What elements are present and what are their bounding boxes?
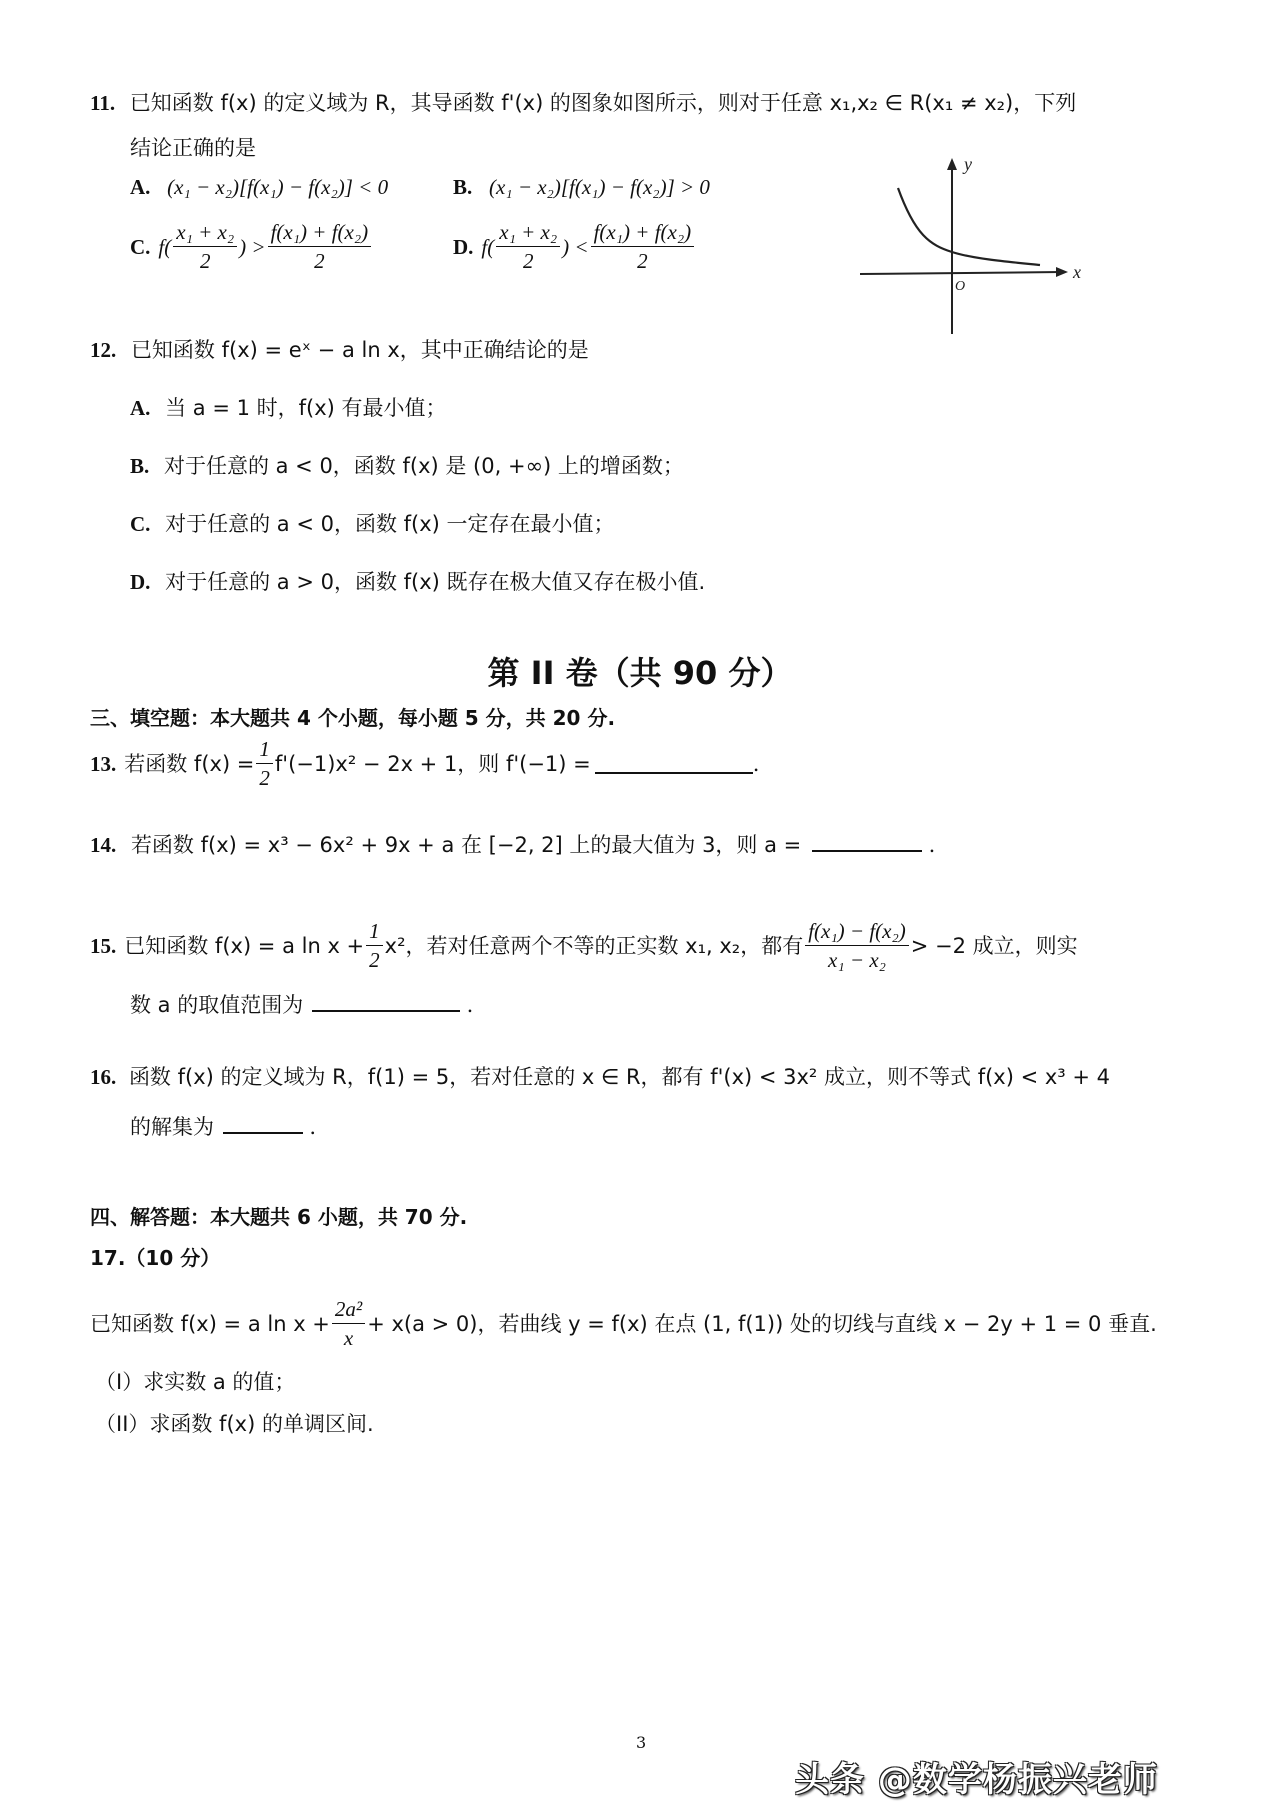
- q14-answer-blank[interactable]: [812, 832, 922, 852]
- x-axis-arrow-icon: [1056, 267, 1068, 277]
- q12-stem: 12. 已知函数 f(x) = eˣ − a ln x，其中正确结论的是: [90, 338, 589, 362]
- q11-d-rhs-fraction: $\frac{\text{f(x₁) + f(x₂)}}{2}$: [591, 218, 695, 275]
- derivative-graph: [840, 150, 1090, 340]
- svg-text:x: x: [1073, 262, 1081, 282]
- page-number: 3: [636, 1733, 647, 1752]
- y-axis-arrow-icon: [947, 158, 957, 170]
- q17-part2: （II）求函数 f(x) 的单调区间.: [95, 1412, 374, 1436]
- watermark: 头条 @数学杨振兴老师: [795, 1760, 1158, 1800]
- q15-line1: 15. 已知函数 f(x) = a ln x + $\frac{1}{2}$ x²，若对任意两个不等的正实数 x₁, x₂，都有 $\frac{\text{f(x₁) − f(x₂)}}{\text{x₁ − x₂}}$ > −2 成立，则实: [90, 919, 1078, 972]
- svg-text:O: O: [955, 279, 966, 294]
- q16-line2: 的解集为 .: [130, 1115, 317, 1139]
- q11-c-fraction: $\frac{\text{x₁ + x₂}}{2}$: [173, 218, 237, 275]
- q15-answer-blank[interactable]: [312, 992, 460, 1012]
- q11-stem-line1: [90, 88, 1076, 118]
- q17-part1: （I）求实数 a 的值；: [95, 1370, 296, 1394]
- section4-heading: 四、解答题：本大题共 6 小题，共 70 分.: [90, 1205, 468, 1229]
- q11-option-c: C. f( $\frac{\text{x₁ + x₂}}{2}$ ) > $\frac{\text{f(x₁) + f(x₂)}}{2}$: [130, 218, 373, 275]
- part2-title: 第 II 卷（共 90 分）: [487, 654, 793, 692]
- q11-option-d: D. f( $\frac{\text{x₁ + x₂}}{2}$ ) < $\frac{\text{f(x₁) + f(x₂)}}{2}$: [453, 218, 696, 275]
- q12-option-d: D. 对于任意的 a > 0，函数 f(x) 既存在极大值又存在极小值.: [130, 570, 706, 594]
- svg-text:y: y: [964, 154, 972, 174]
- section3-heading: 三、填空题：本大题共 4 个小题，每小题 5 分，共 20 分.: [90, 706, 616, 730]
- q11-stem-line2: 结论正确的是: [130, 136, 256, 160]
- q17-stem: 已知函数 f(x) = a ln x + $\frac{\text{2a²}}{x}$ + x(a > 0)，若曲线 y = f(x) 在点 (1, f(1)) 处的切线与直线 x − 2y + 1 = 0 垂直.: [90, 1297, 1157, 1350]
- q16-line1: 16. 函数 f(x) 的定义域为 R，f(1) = 5，若对任意的 x ∈ R，都有 f'(x) < 3x² 成立，则不等式 f(x) < x³ + 4: [90, 1065, 1111, 1089]
- q14: 14. 若函数 f(x) = x³ − 6x² + 9x + a 在 [−2, 2] 上的最大值为 3，则 a = .: [90, 833, 936, 857]
- q11-option-b: B. (x₁ − x₂)[f(x₁) − f(x₂)] > 0: [453, 175, 710, 199]
- q15-line2: 数 a 的取值范围为 .: [130, 993, 474, 1017]
- q11-number: 11.: [90, 91, 116, 115]
- q11-option-a: A. (x₁ − x₂)[f(x₁) − f(x₂)] < 0: [130, 175, 389, 199]
- q12-option-b: B. 对于任意的 a < 0，函数 f(x) 是 (0, +∞) 上的增函数；: [130, 454, 684, 478]
- q11-stem-text: 已知函数 f(x) 的定义域为 R，其导函数 f'(x) 的图象如图所示，则对于任意 x₁,x₂ ∈ R(x₁ ≠ x₂)，下列: [129, 91, 1077, 115]
- q13-answer-blank[interactable]: [595, 754, 753, 774]
- q17-header: 17.（10 分）: [90, 1246, 221, 1270]
- q16-answer-blank[interactable]: [223, 1114, 303, 1134]
- q12-option-a: A. 当 a = 1 时，f(x) 有最小值；: [130, 396, 447, 420]
- q11-d-fraction: $\frac{\text{x₁ + x₂}}{2}$: [496, 218, 560, 275]
- q13: 13. 若函数 f(x) = $\frac{1}{2}$ f'(−1)x² − 2x + 1，则 f'(−1) = .: [90, 737, 760, 790]
- q11-c-rhs-fraction: $\frac{\text{f(x₁) + f(x₂)}}{2}$: [268, 218, 372, 275]
- q12-option-c: C. 对于任意的 a < 0，函数 f(x) 一定存在最小值；: [130, 512, 615, 536]
